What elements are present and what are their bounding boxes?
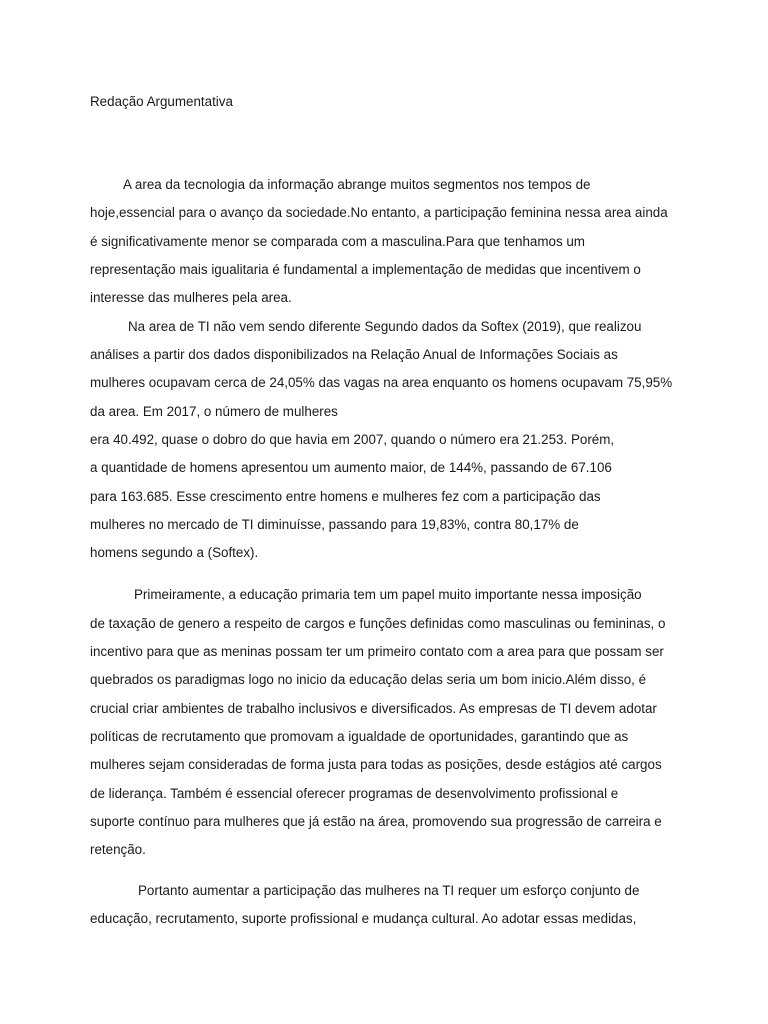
text-line: análises a partir dos dados disponibilizados na Relação Anual de Informações Sociais as [90, 347, 618, 362]
text-line: Primeiramente, a educação primaria tem um papel muito importante nessa imposição [134, 587, 642, 602]
text-line: educação, recrutamento, suporte profissional e mudança cultural. Ao adotar essas medidas, [90, 911, 637, 926]
text-line: para 163.685. Esse crescimento entre homens e mulheres fez com a participação das [90, 489, 601, 504]
text-line: de taxação de genero a respeito de cargos e funções definidas como masculinas ou femininas, o [90, 616, 666, 631]
text-line: crucial criar ambientes de trabalho inclusivos e diversificados. As empresas de TI devem adotar [90, 701, 657, 716]
text-line: a quantidade de homens apresentou um aumento maior, de 144%, passando de 67.106 [90, 460, 612, 475]
text-line: quebrados os paradigmas logo no inicio da educação delas seria um bom inicio.Além disso, é [90, 672, 647, 687]
text-line: mulheres ocupavam cerca de 24,05% das vagas na area enquanto os homens ocupavam 75,95% [90, 375, 673, 390]
text-line: Na area de TI não vem sendo diferente Segundo dados da Softex (2019), que realizou [128, 319, 642, 334]
text-line: de liderança. Também é essencial oferecer programas de desenvolvimento profissional e [90, 786, 619, 801]
text-line: interesse das mulheres pela area. [90, 290, 292, 305]
text-line: incentivo para que as meninas possam ter um primeiro contato com a area para que possam ser [90, 644, 664, 659]
text-line: homens segundo a (Softex). [90, 545, 259, 560]
document-title: Redação Argumentativa [90, 94, 233, 109]
text-line: A area da tecnologia da informação abrange muitos segmentos nos tempos de [123, 177, 591, 192]
text-line: políticas de recrutamento que promovam a igualdade de oportunidades, garantindo que as [90, 729, 629, 744]
text-line: retenção. [90, 842, 146, 857]
text-line: da area. Em 2017, o número de mulheres [90, 404, 338, 419]
text-line: Portanto aumentar a participação das mulheres na TI requer um esforço conjunto de [138, 883, 640, 898]
text-line: hoje,essencial para o avanço da sociedade.No entanto, a participação feminina nessa area ainda [90, 205, 668, 220]
text-line: representação mais igualitaria é fundamental a implementação de medidas que incentivem o [90, 262, 641, 277]
text-line: era 40.492, quase o dobro do que havia em 2007, quando o número era 21.253. Porém, [90, 432, 615, 447]
text-line: suporte contínuo para mulheres que já estão na área, promovendo sua progressão de carreira e [90, 814, 662, 829]
text-line: é significativamente menor se comparada com a masculina.Para que tenhamos um [90, 234, 585, 249]
text-line: mulheres no mercado de TI diminuísse, passando para 19,83%, contra 80,17% de [90, 517, 579, 532]
text-line: mulheres sejam consideradas de forma justa para todas as posições, desde estágios até cargos [90, 757, 662, 772]
